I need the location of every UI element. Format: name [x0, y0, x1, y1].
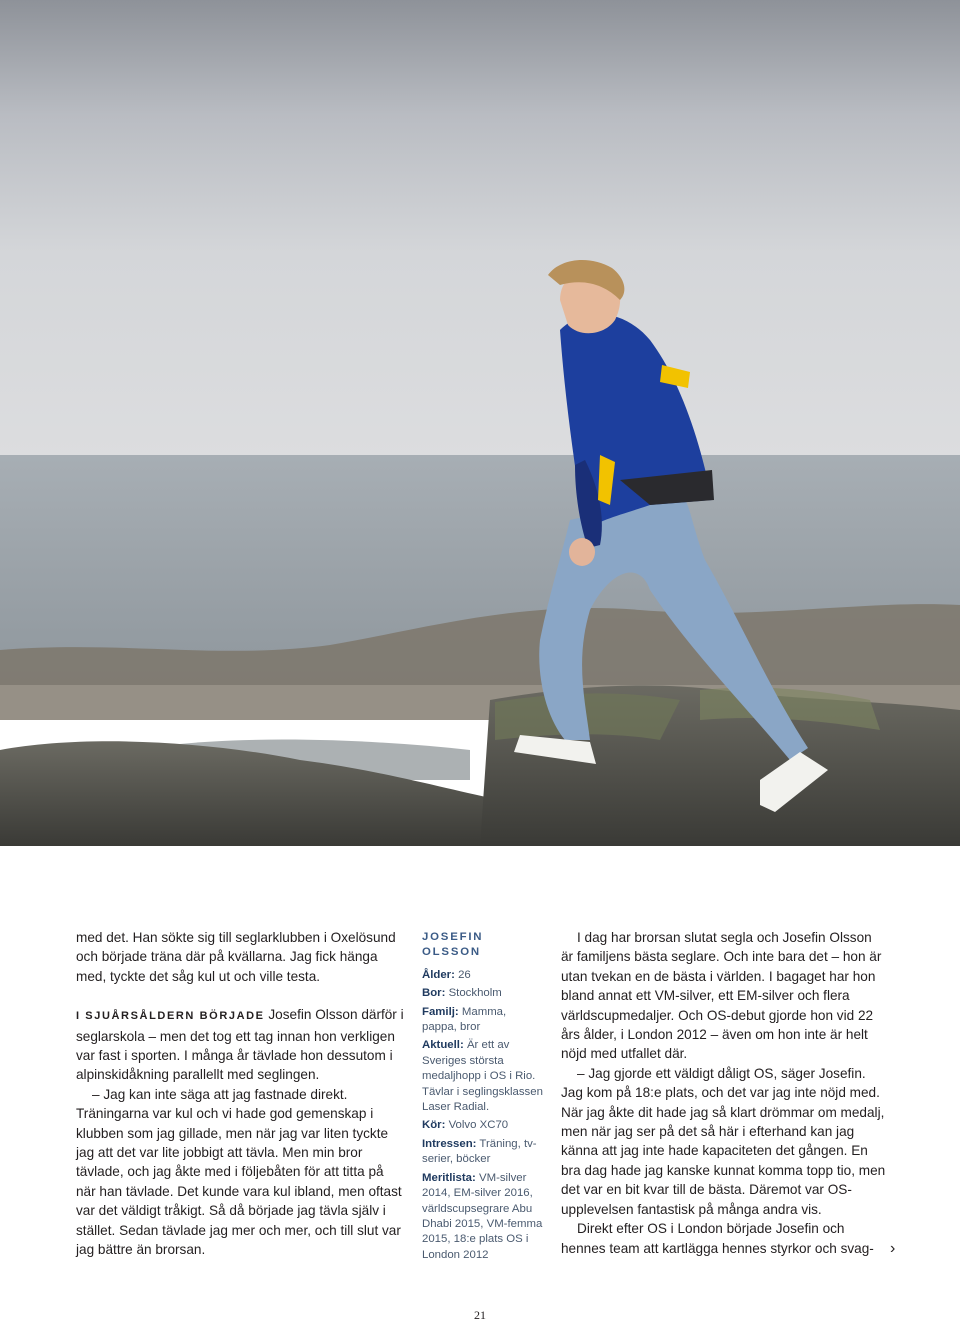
- paragraph: I dag har brorsan slutat segla och Josefin Olsson är familjens bästa seglare. Och inte bara det – hon är utan tvekan en de bästa i världen. I bagaget har hon bland annat ett VM-silver, ett EM-silver och flera världscupmedaljer. Och OS-debut gjorde hon vid 22 års ålder, i London 2012 – även om hon inte är helt nöjd med utfallet där.: [561, 930, 882, 1062]
- text-column-1: [76, 928, 404, 1260]
- fact-item: Ålder: 26: [422, 968, 471, 981]
- fact-item: Kör: Volvo XC70: [422, 1119, 509, 1132]
- chevron-right-icon: ›: [890, 1240, 896, 1257]
- paragraph: – Jag gjorde ett väldigt dåligt OS, säger Josefin. Jag kom på 18:e plats, och det var jag inte nöjd med. När jag åkte dit hade jag så klart drömmar om medalj, men när jag ser på det så här i efterhand kan jag känna att jag inte hade kapaciteten det gången. En bra dag hade jag kanske kunnat komma topp tio, men det var en bit kvar till de bästa. Däremot var OS-upplevelsen fantastisk på många andra vis.: [561, 1065, 886, 1217]
- fact-item: Bor: Stockholm: [422, 987, 502, 1000]
- fact-box: [422, 930, 544, 1266]
- fact-item: Intressen: Träning, tv-serier, böcker: [422, 1137, 537, 1166]
- lead-in: I SJUÅRSÅLDERN BÖRJADE: [76, 1010, 265, 1023]
- paragraph: Direkt efter OS i London började Josefin och hennes team att kartlägga hennes styrkor och svag-: [561, 1221, 874, 1256]
- paragraph: – Jag kan inte säga att jag fastnade direkt. Träningarna var kul och vi hade god gemenskap i klubben som jag gillade, men när jag var liten tyckte jag att det var lite jobbigt att tävla. Men min bror tävlade, och jag åkte med i följebåten för att titta på när han tävlade. Det kunde vara kul ibland, men oftast var det väldigt tråkigt. Så då började jag tävla själv i stället. Sedan tävlade jag mer och mer, och till slut var jag bättre än brorsan.: [76, 1086, 402, 1258]
- fact-item: Meritlista: VM-silver 2014, EM-silver 2016, världscupsegrare Abu Dhabi 2015, VM-femma 2015, 18:e plats OS i London 2012: [422, 1171, 543, 1261]
- fact-box-title: JOSEFIN OLSSON: [422, 931, 484, 959]
- fact-item: Familj: Mamma, pappa, bror: [422, 1005, 507, 1034]
- page-number: 21: [474, 1308, 486, 1322]
- fact-item: Aktuell: Är ett av Sveriges största medaljhopp i OS i Rio. Tävlar i seglingsklassen Laser Radial.: [422, 1039, 543, 1114]
- paragraph-with-lead: [76, 1005, 404, 1085]
- paragraph-text: Josefin Olsson därför i seglarskola – men det tog ett tag innan hon verkligen var fast i sporten. I många år tävlade hon dessutom i alpinskidåkning parallellt med seglingen.: [76, 1007, 404, 1083]
- paragraph: med det. Han sökte sig till seglarklubben i Oxelösund och började träna där på kvällarna. Jag fick hänga med, tyckte det såg kul ut och ville testa.: [76, 930, 396, 984]
- text-column-3: [561, 928, 887, 1258]
